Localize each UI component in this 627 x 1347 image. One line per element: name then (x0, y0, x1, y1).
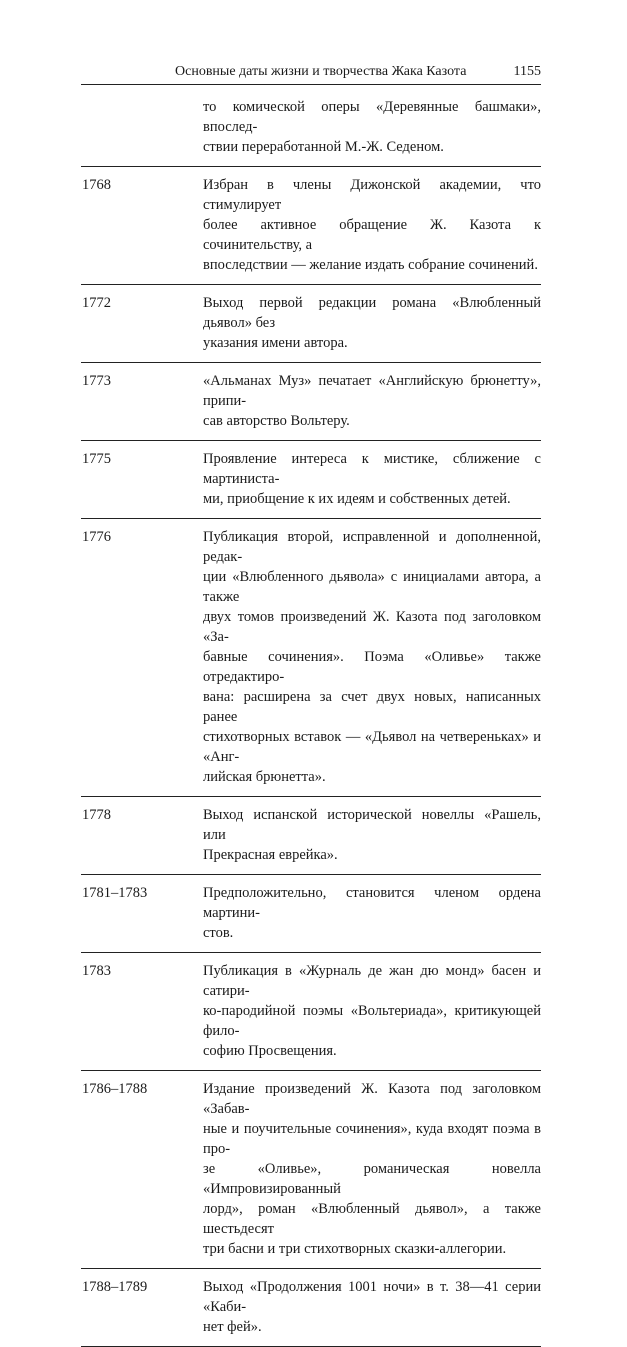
entry-year: 1776 (82, 529, 111, 545)
running-header (81, 58, 541, 85)
chronology-entry (81, 1269, 541, 1347)
header-title: Основные даты жизни и творчества Жака Казота (175, 64, 467, 79)
entry-text: Проявление интереса к мистике, сближение с мартиниста- ми, приобщение к их идеям и собственных детей. (203, 451, 541, 507)
chronology-entry (81, 519, 541, 797)
chronology-entry (81, 285, 541, 363)
chronology-entry (81, 875, 541, 953)
chronology-entry (81, 441, 541, 519)
chronology-entry (81, 1071, 541, 1269)
entry-year: 1781–1783 (82, 885, 148, 901)
entry-text: Издание произведений Ж. Казота под заголовком «Забав- ные и поучительные сочинения», куда входят поэма в про- зе «Оливье», романическая новелла «Импровизированный лорд», роман «Влюбленный дьявол», а также шестьдесят три басни и три стихотворных сказки-аллегории. (203, 1081, 541, 1257)
chronology-entry (81, 797, 541, 875)
chronology-table (81, 94, 541, 1347)
page-number: 1155 (513, 64, 541, 79)
entry-year: 1783 (82, 963, 111, 979)
entry-year: 1775 (82, 451, 111, 467)
entry-text: Избран в члены Дижонской академии, что стимулирует более активное обращение Ж. Казота к сочинительству, а впоследствии — желание издать собрание сочинений. (203, 177, 541, 273)
entry-text: «Альманах Муз» печатает «Английскую брюнетту», припи- сав авторство Вольтеру. (203, 373, 541, 429)
entry-text: Выход испанской исторической новеллы «Рашель, или Прекрасная еврейка». (203, 807, 541, 863)
entry-year: 1773 (82, 373, 111, 389)
entry-year: 1768 (82, 177, 111, 193)
entry-text: Публикация в «Журналь де жан дю монд» басен и сатири- ко-пародийной поэмы «Вольтериада», критикующей фило- софию Просвещения. (203, 963, 541, 1059)
entry-year: 1778 (82, 807, 111, 823)
entry-year: 1772 (82, 295, 111, 311)
entry-text: Выход «Продолжения 1001 ночи» в т. 38—41 серии «Каби- нет фей». (203, 1279, 541, 1335)
entry-text: то комической оперы «Деревянные башмаки», впослед- ствии переработанной М.-Ж. Седеном. (203, 99, 541, 155)
entry-text: Публикация второй, исправленной и дополненной, редак- ции «Влюбленного дьявола» с инициалами автора, а также двух томов произведений Ж. Казота под заголовком «За- бавные сочинения». Поэма «Оливье» также отредактиро- вана: расширена за счет двух новых, написанных ранее стихотворных вставок — «Дьявол на четвереньках» и «Анг- лийская брюнетта». (203, 529, 541, 785)
chronology-entry (81, 94, 541, 167)
entry-text: Предположительно, становится членом ордена мартини- стов. (203, 885, 541, 941)
entry-text: Выход первой редакции романа «Влюбленный дьявол» без указания имени автора. (203, 295, 541, 351)
chronology-entry (81, 363, 541, 441)
chronology-entry (81, 167, 541, 285)
entry-year: 1788–1789 (82, 1279, 148, 1295)
chronology-entry (81, 953, 541, 1071)
entry-year: 1786–1788 (82, 1081, 148, 1097)
